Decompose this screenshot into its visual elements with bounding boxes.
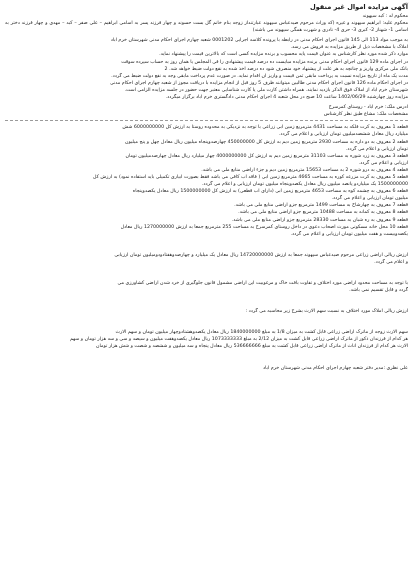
note-line: گردد و قابل تقسیم نمی باشد.	[349, 288, 408, 294]
note-line: با توجه به مساحت محدود اراضی مورد اختلاف و تفاوت بافت خاک و مرغوبیت این اراضی مشمول قانون جلوگیری از خرد شدن اراضی کشاورزی می	[117, 281, 408, 286]
parties-paragraph: محکوم علیه: ابراهیم سپهوند و غیره (که وراث مرحوم صیدعباس سپهوند عبارتنداز زوجه بنام خانم گل بست حسوند و چهار فرزند پسر به اسامی ابراهیم – علی صفر – کبد – مهدی و چهار فرزند دختر به اسامی 1- شهناز 2- کبری 3- حری 4- نادری و شهرت همگی سپهوند می باشند)	[5, 21, 408, 34]
property-description-line: مشخصات ملک: مشاع طبق نظر کارشناس	[323, 112, 408, 118]
parcel-item: قطعه 3 معروف به زرد شوره به مساحت 31103 مترمربع زمین دیم به ارزش کل 4000000000 چهار میلیارد ریال معادل چهارصدمیلیون تومان	[125, 153, 408, 159]
summary-line: و اعلام می گردد.	[374, 259, 408, 265]
parcel-item: قطعه 8 معروف به کمانه به مساحت 10488 مترمربع جزو اراضی منابع ملی می باشد.	[238, 210, 408, 216]
intro-line: در اجرای ماده 129 قانون اجرای احکام مدنی برنده مزایده مبایست ده درصد قیمت پیشنهادی را فی المجلس یا همان روز به حساب سپرده سوقت	[121, 59, 408, 65]
parcel-item: قطعه 9 معروف به ره شبان به مساحت 28330 مترمربع جزو اراضی منابع ملی می باشد.	[231, 217, 408, 223]
parcel-item: قطعه 2 معروف به دو داره به مساحت 2930 مترمربع زمین دیم به ارزش کل 450000000 چهارصدوپنجاه میلیون ریال معادل چهل و پنج میلیون	[125, 139, 408, 145]
total-valuation-section	[5, 252, 408, 266]
court-line: محکوم له : کبد سپهوند	[362, 14, 408, 19]
parcel-item: یکصدوبیست و هفت میلیون تومان ارزیابی و اعلام می گردد.	[290, 231, 408, 237]
parcel-item: قطعه 7 معروف به چهارشاخ به مساحت 1499 مترمربع جزو اراضی منابع ملی می باشد.	[234, 203, 408, 209]
parcel-item: میلیون تومان ارزیابی و اعلام می گردد.	[331, 196, 408, 202]
inheritance-shares-section	[5, 329, 408, 350]
parcel-item: تومان ارزیابی و اعلام می گردد.	[345, 146, 408, 152]
parcel-item: قطعه 4 معروف به درو شوره 2 به مساحت 15653 مترمربع زمین دیم و جزء اراضی منابع ملی می باشد.	[201, 167, 408, 173]
parcel-item: 1500000000 یک میلیاردو پانصد میلیون ریال معادل یکصدوپنجاه میلیون تومان ارزیابی و اعلام می گردد.	[201, 182, 408, 188]
notice-title: آگهی مزایده اموال غیر منقول	[309, 3, 408, 11]
parcel-item: ارزیابی و اعلام می گردد.	[358, 160, 408, 166]
parcel-item: قطعه 6 معروف به چشمه کوه به مساحت 4653 مترمربع زمین آبی (دارای آب قطعی) به ارزش کل 1500000000 ریال معادل یکصدوپنجاه	[132, 189, 408, 195]
note-line: ارزش ریالی املاک مورد اختلاف به نسبت سهم الارث بشرح زیر محاسبه می گردد :	[245, 309, 408, 315]
address-line: آدرس ملک: خرم آباد - روستای کمرسرخ	[328, 105, 408, 111]
parcel-list	[5, 124, 408, 238]
intro-line: شهرستان خرم آباد از املاک فوق الذکر بازدید نمایند. همراه داشتن کارت ملی یا کارت شناسایی معتبر جهت حضور در جلسه مزایده الزامی است.	[124, 87, 408, 93]
share-line: هر کدام از فرزندان ذکور از ماترک اراضی زراعی قابل کشت به میزان 2/12 به مبلغ 1073333333 ریال معادل یکصدوهفت میلیون و سیصد و سی و سه هزار تومان و سهم	[69, 337, 408, 343]
signature-line: علی نظری :مدیر دفتر شعبه چهارم اجرای احکام مدنی شهرستان خرم آباد	[263, 365, 408, 371]
intro-line: مدت یک ماه از تاریخ مزایده نسبت به پرداخت مابقی ثمن قیمت و واریز آن اقدام نماید. در صورت عدم پرداخت مابقی وجه به نفع دولت ضبط می گردد.	[111, 73, 408, 79]
parcel-item: قطعه 1 معروف به کرت فلکه به مساحت 4431 مترمربع زمین آبی زراعی با توجه به نزدیکی به محدوده روستا به ارزش کل 6000000000 شش	[122, 125, 408, 131]
share-line: سهم الارث زوجه از ماترک اراضی زراعی قابل کشت به میزان 1/8 به مبلغ 1840000000 ریال معادل یکصدوهشتادوچهار میلیون تومان و سهم الارث	[115, 330, 408, 336]
summary-line: ارزش ریالی اراضی زراعی مرحوم صیدعباس سپهوند جمعاً به ارزش 14720000000 ریال معادل یک میلیارد و چهارصدوهفتادودومیلیون تومان ارزیابی	[114, 252, 408, 258]
auction-date-line: مزایده روز چهارشنبه 1402/06/29 ساعت 10 صبح در محل شعبه 4 اجرای احکام مدنی دادگستری خرم آباد برگزار میگردد.	[165, 95, 408, 101]
intro-line: املاک با مشخصات ذیل از طریق مزایده به فروش می رسد.	[290, 45, 408, 51]
parcel-item: قطعه 5 معروف به کرت مزرعه کوره به مساحت 4665 مترمربع زمین آبی ( فاقد آب کافی می باشد فقط بصورت آبیاری تکمیلی باید استفاده نمود) به ارزش کل	[93, 174, 408, 180]
parcel-item: قطعه 10 محل خانه مسکونی مورث اصحاب دعوی در داخل روستای کمرسرخ به مساحت 255 مترمربع جمعاً به ارزش 1270000000 ریال معادل	[120, 224, 408, 230]
address-section	[5, 104, 408, 118]
intro-line: موارد ذکر شده مورد نظر کارشناس به عنوان قیمت پایه محسوب و برنده مزایده کسی است که بالاترین قیمت را پیشنهاد نماید.	[159, 52, 408, 58]
intro-line: به موجب مواد 113 الی 145 قانون اجرای احکام مدنی در رابطه با پرونده کلاسه اجرایی 0001202 شعبه چهارم اجرای احکام مدنی شهرستان خرم آباد	[110, 38, 408, 44]
intro-line: در اجرای احکام ماده 126 قانون اجرای احکام مدنی طالبین میتوانند ظرف 5 روز قبل از انجام مزایده با دریافت مجوز از شعبه چهارم اجرای احکام مدنی	[109, 80, 408, 86]
share-line: الارث هر کدام از فرزندان اناث از ماترک اراضی زراعی قابل کشت به مبلغ 536666666 ریال معادل پنجاه و سه میلیون و ششصد و شصت و شش هزار تومان	[96, 344, 408, 350]
parcel-item: میلیارد ریال معادل ششصدمیلیون تومان ارزیابی و اعلام می گردد.	[278, 132, 408, 138]
notes-section	[5, 280, 408, 315]
intro-section	[5, 37, 408, 101]
intro-line: بانک ملی مرکزی واریز و چنانچه به هر علت از پیشنهاد خود منصرف شود ده درصد اخذ شده به نفع دولت ضبط خواهد شد. 2	[164, 66, 408, 72]
section-divider	[5, 120, 408, 121]
